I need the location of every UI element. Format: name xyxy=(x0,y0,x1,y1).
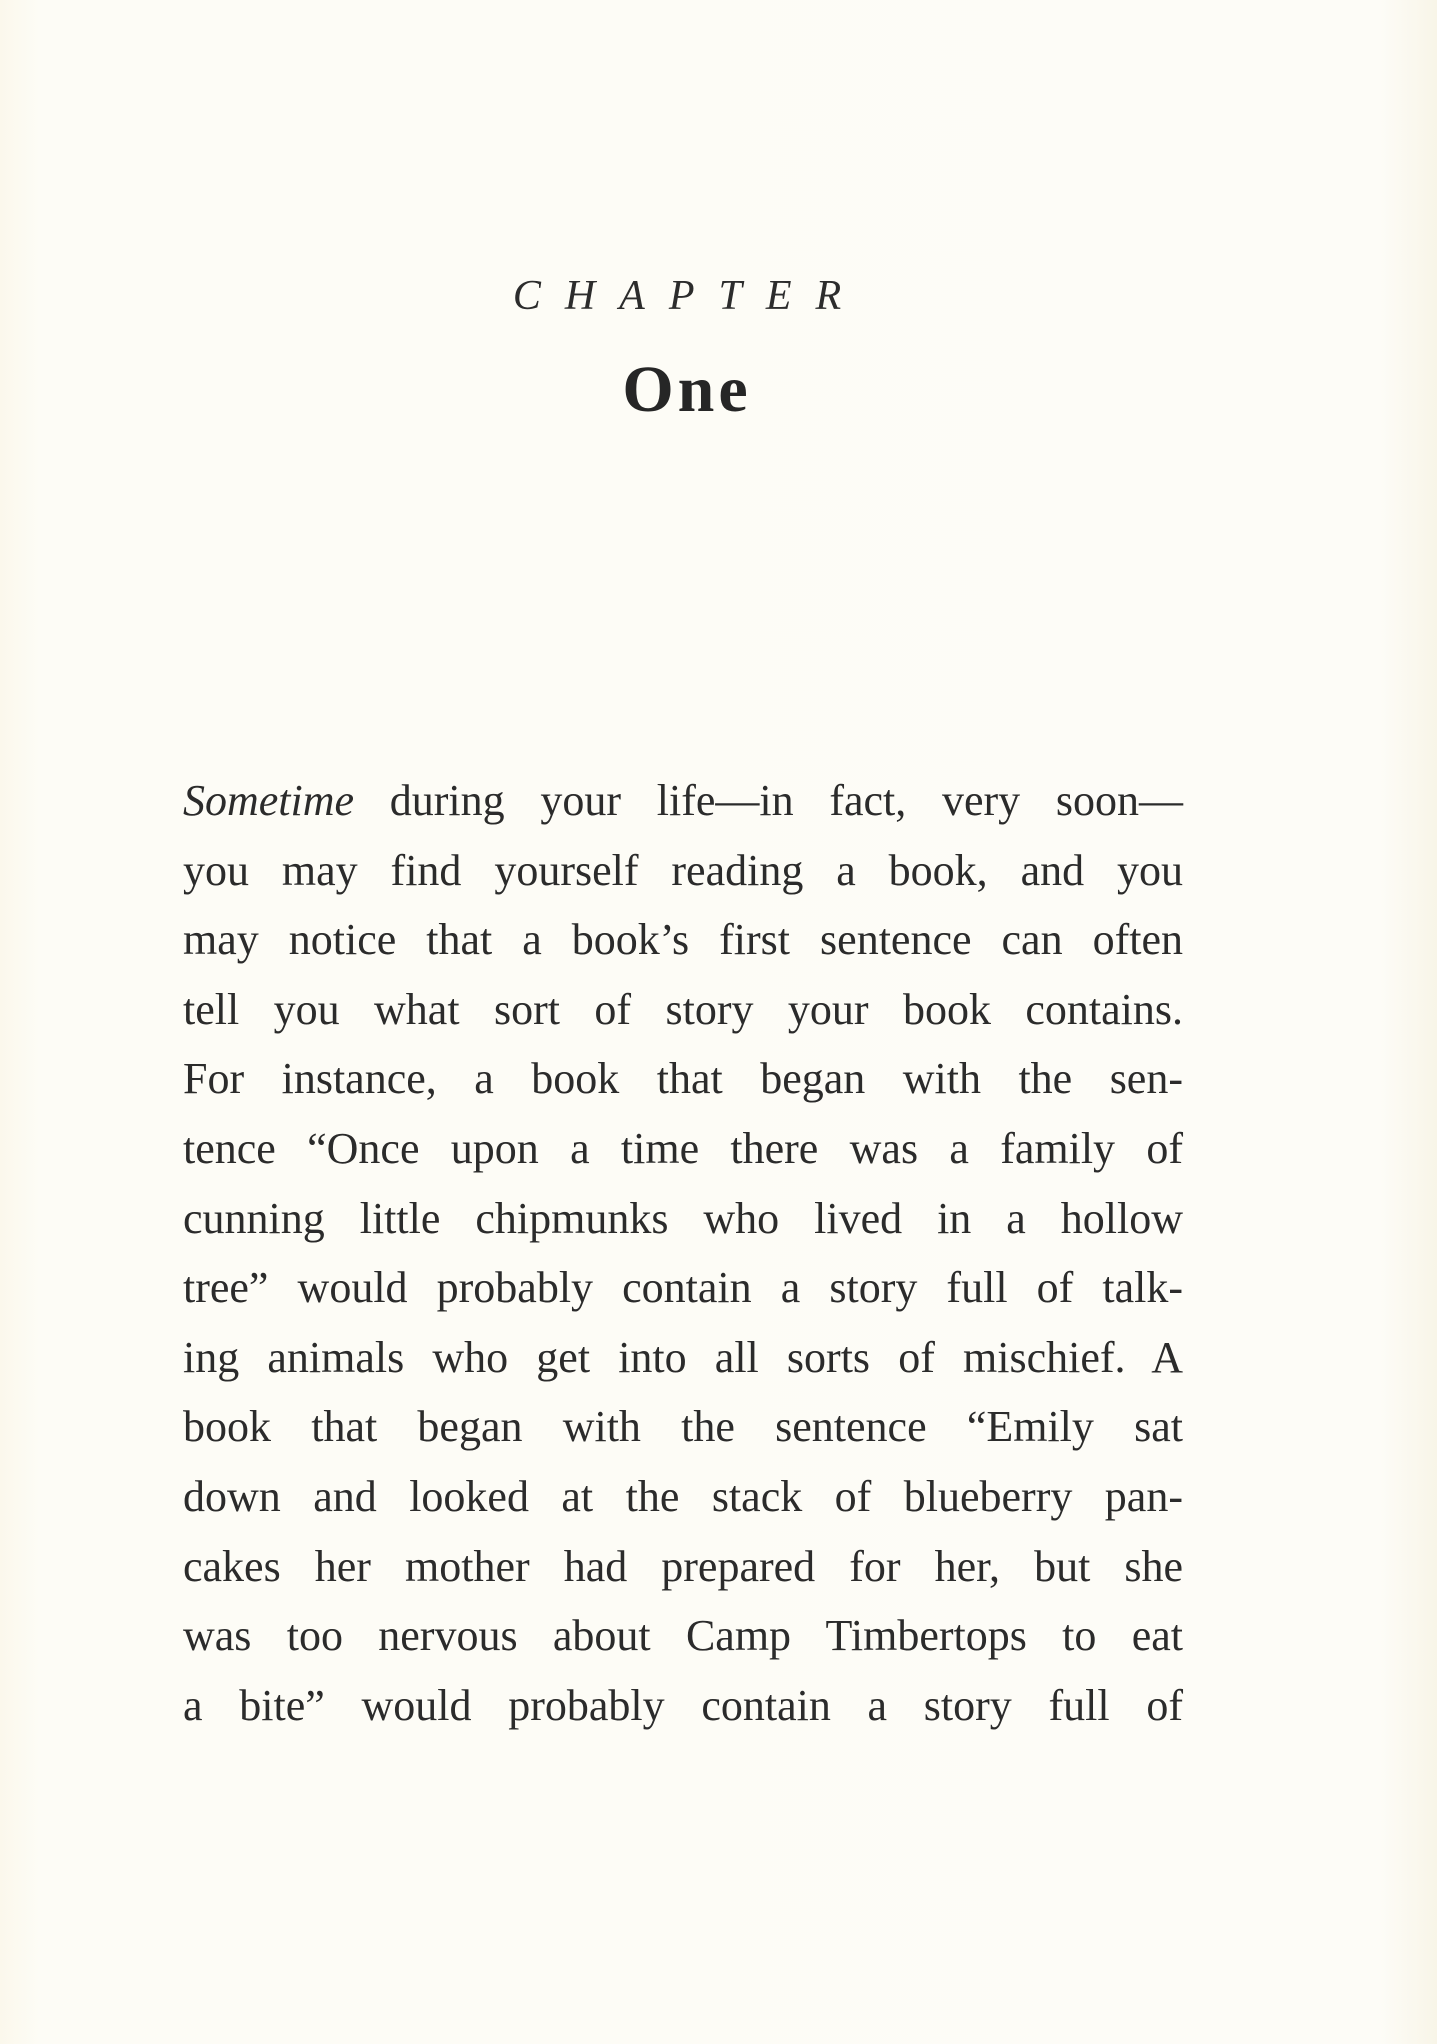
opening-emphasis: Sometime xyxy=(183,776,355,825)
text-line: ing animals who get into all sorts of mischief. A xyxy=(183,1332,1183,1382)
chapter-number: One xyxy=(622,353,752,426)
text-line: was too nervous about Camp Timbertops to eat xyxy=(183,1611,1183,1661)
text-line: For instance, a book that began with the sen- xyxy=(183,1054,1183,1104)
text-line: cunning little chipmunks who lived in a hollow xyxy=(183,1193,1183,1243)
text-line: you may find yourself reading a book, and you xyxy=(183,845,1183,895)
text-line: tence “Once upon a time there was a family of xyxy=(183,1123,1183,1173)
text-line: cakes her mother had prepared for her, but she xyxy=(183,1541,1183,1591)
text-line: down and looked at the stack of blueberry pan- xyxy=(183,1471,1183,1521)
first-line-rest: during your life—in fact, very soon— xyxy=(354,776,1183,825)
text-line: tell you what sort of story your book contains. xyxy=(183,984,1183,1034)
text-line: may notice that a book’s first sentence can often xyxy=(183,915,1183,965)
text-line: book that began with the sentence “Emily sat xyxy=(183,1402,1183,1452)
body-text xyxy=(183,766,1183,1740)
text-line: a bite” would probably contain a story full of xyxy=(183,1680,1183,1730)
text-line: tree” would probably contain a story full of talk- xyxy=(183,1263,1183,1313)
text-line xyxy=(183,766,1183,836)
chapter-label: CHAPTER xyxy=(512,273,866,319)
